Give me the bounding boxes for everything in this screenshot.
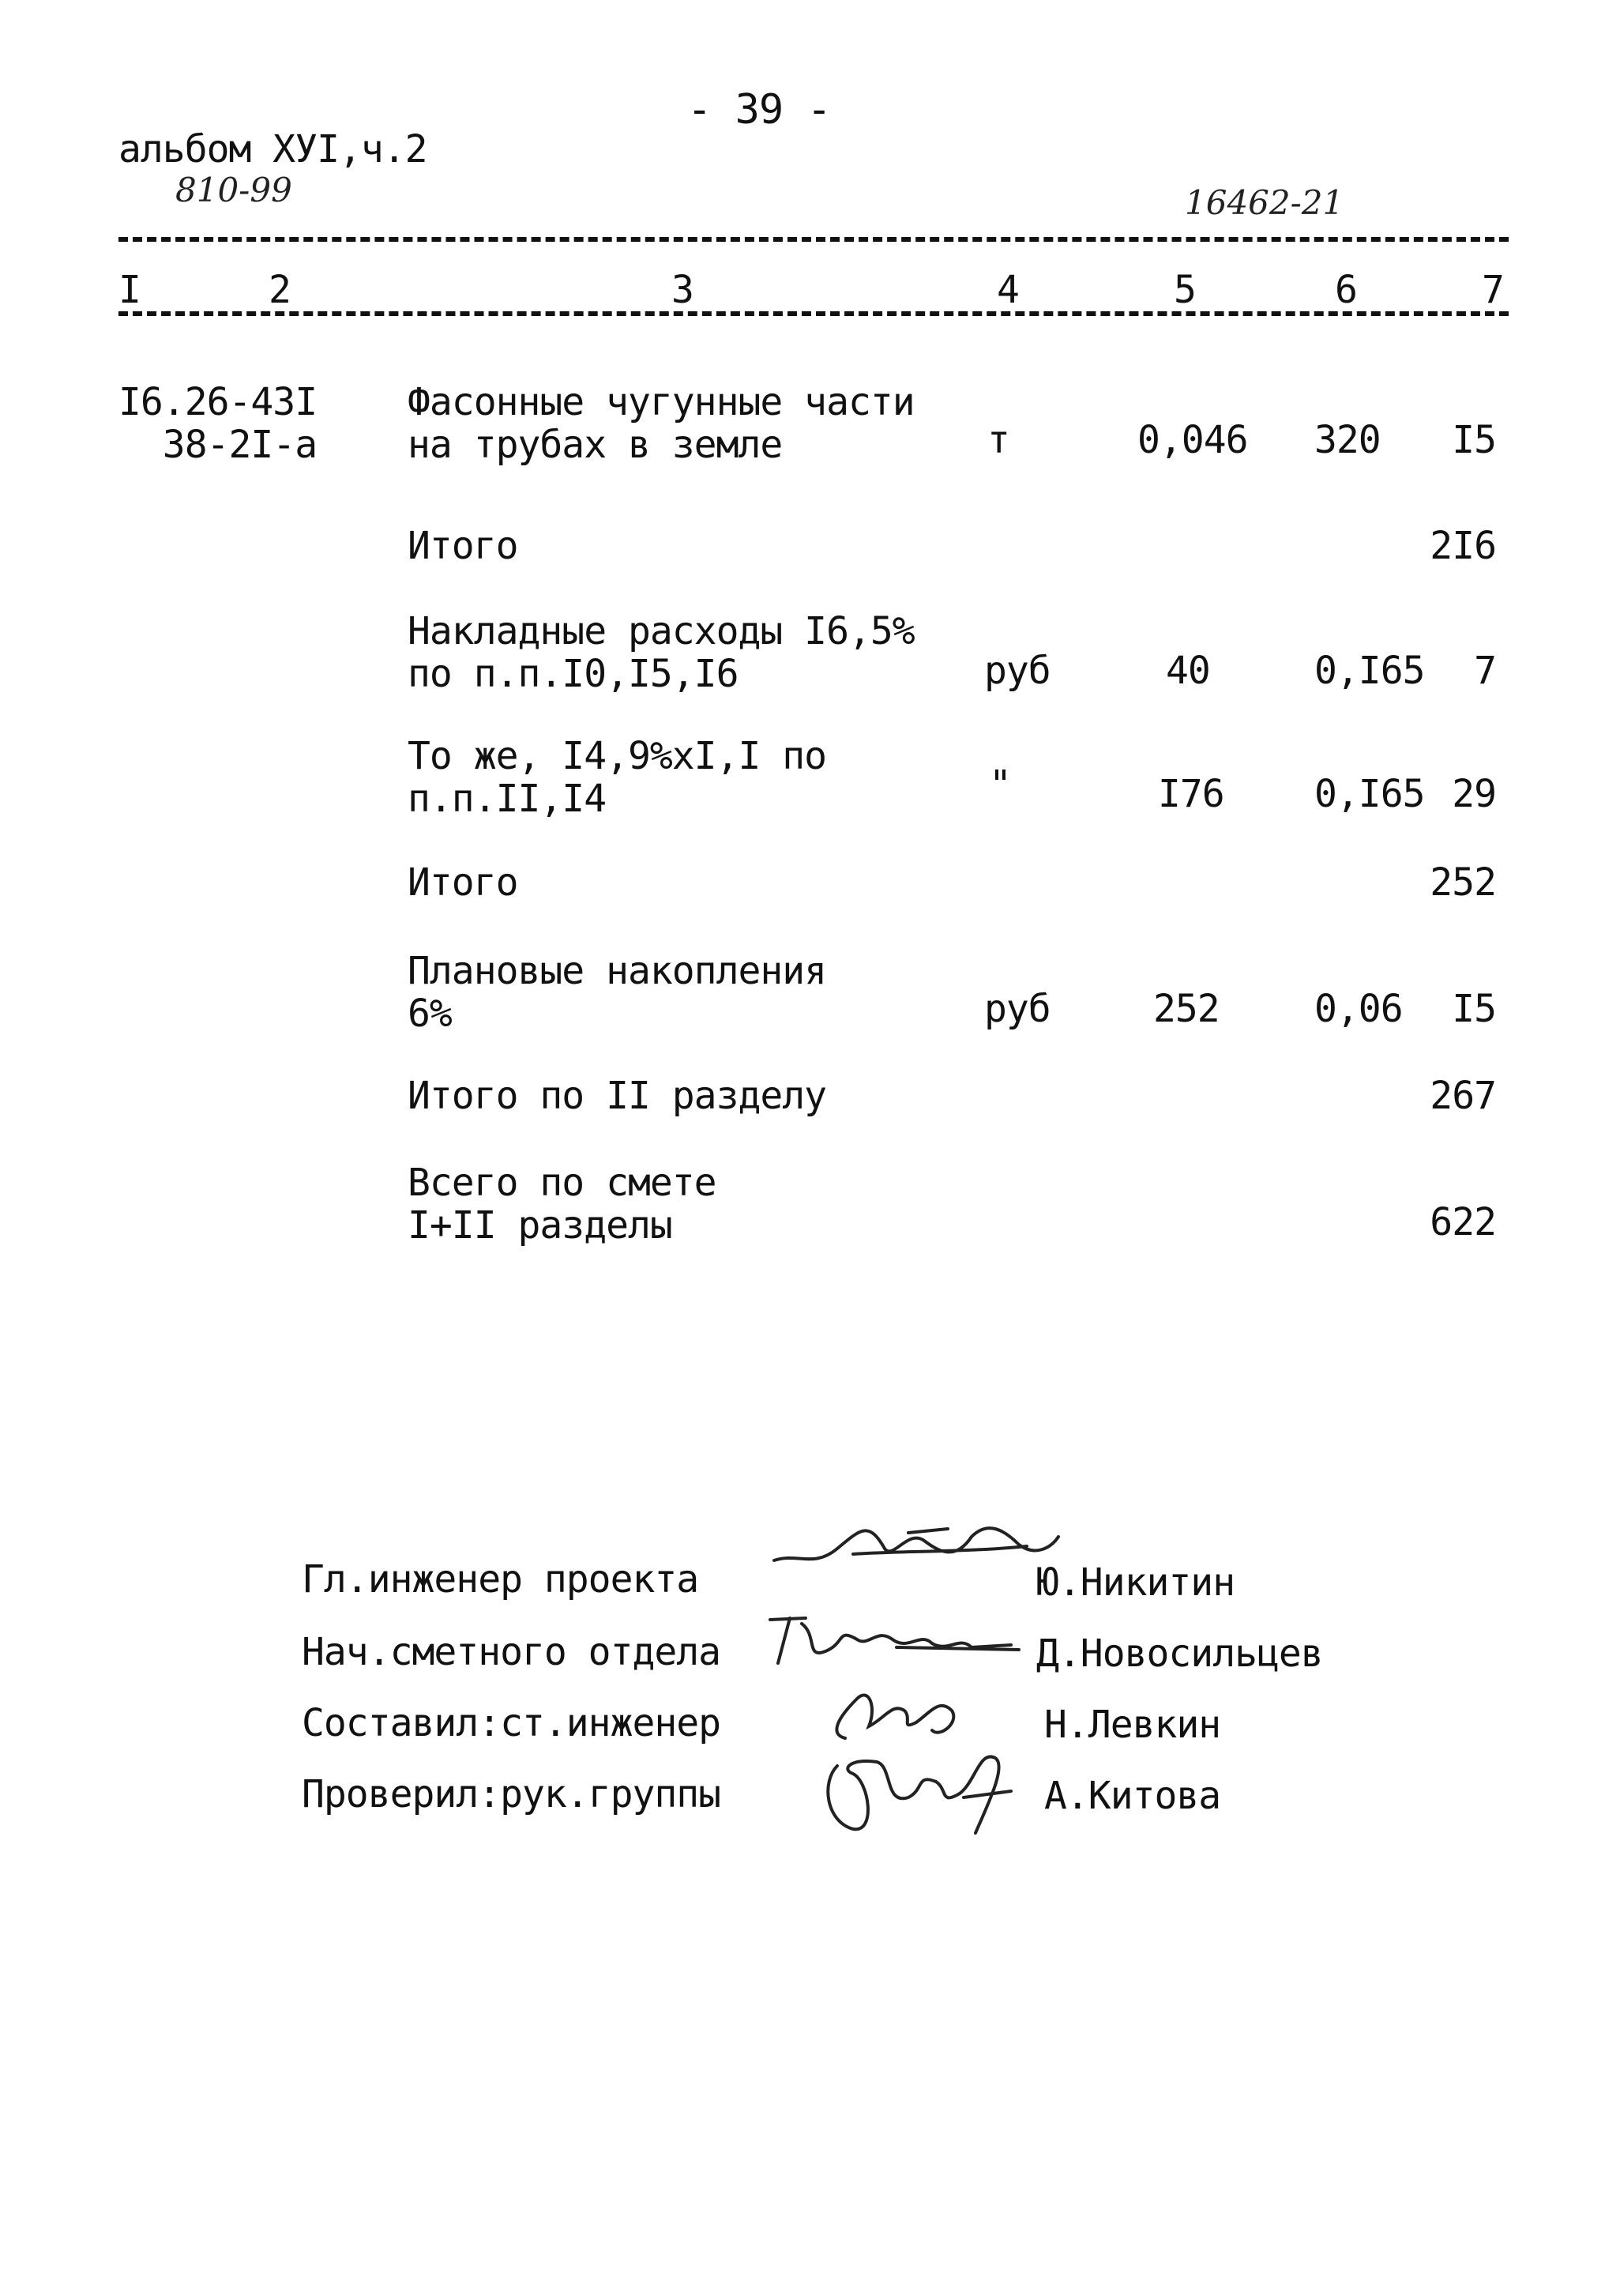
signature-role: Нач.сметного отдела — [302, 1630, 721, 1674]
cell-name: Накладные расходы I6,5% по п.п.I0,I5,I6 — [408, 609, 915, 696]
column-number-1: I — [118, 268, 141, 312]
cell-price: 0,I65 — [1314, 772, 1425, 816]
cell-name: Итого по II разделу — [408, 1074, 827, 1118]
cell-price: 0,I65 — [1314, 649, 1425, 693]
page-number: - 39 - — [687, 86, 831, 134]
cell-name: Фасонные чугунные части на трубах в земле — [408, 380, 915, 467]
signature-scribble-4 — [806, 1734, 1027, 1845]
column-number-5: 5 — [1174, 268, 1197, 312]
cell-unit: " — [989, 762, 1011, 807]
cell-qty: 0,046 — [1137, 418, 1248, 462]
album-label: альбом ХУI,ч.2 — [118, 127, 427, 171]
column-number-6: 6 — [1335, 268, 1358, 312]
signature-scribble-1 — [766, 1505, 1066, 1584]
cell-total: 2I6 — [1430, 524, 1496, 568]
cell-price: 320 — [1314, 418, 1381, 462]
column-number-4: 4 — [997, 268, 1020, 312]
code-handwritten-number: 16462-21 — [1185, 183, 1344, 222]
cell-total: 267 — [1430, 1074, 1496, 1118]
cell-qty: 252 — [1153, 987, 1220, 1031]
cell-price: 0,06 — [1314, 987, 1403, 1031]
cell-total: 252 — [1430, 860, 1496, 905]
cell-total: I5 — [1452, 418, 1496, 462]
album-handwritten-number: 810-99 — [175, 171, 292, 209]
column-number-7: 7 — [1482, 268, 1505, 312]
cell-name: Итого — [408, 524, 518, 568]
header-divider — [118, 237, 1509, 242]
cell-total: 29 — [1452, 772, 1496, 816]
signature-name: А.Китова — [1044, 1774, 1221, 1818]
cell-name: Всего по смете I+II разделы — [408, 1161, 716, 1248]
cell-qty: 40 — [1166, 649, 1210, 693]
cell-total: 7 — [1474, 649, 1496, 693]
signature-role: Составил:ст.инженер — [302, 1701, 721, 1745]
cell-unit: руб — [984, 987, 1051, 1031]
signature-role: Проверил:рук.группы — [302, 1772, 721, 1816]
signature-scribble-2 — [758, 1604, 1027, 1675]
cell-code: I6.26-43I 38-2I-а — [118, 380, 318, 467]
cell-total: 622 — [1430, 1200, 1496, 1244]
cell-name: Плановые накопления 6% — [408, 949, 827, 1036]
column-number-3: 3 — [671, 268, 694, 312]
signature-name: Д.Новосильцев — [1036, 1632, 1323, 1676]
cell-name: То же, I4,9%хI,I по п.п.II,I4 — [408, 734, 827, 821]
signature-name: Н.Левкин — [1044, 1703, 1221, 1747]
column-number-2: 2 — [269, 268, 291, 312]
column-number-underline — [118, 311, 1509, 316]
signature-role: Гл.инженер проекта — [302, 1557, 699, 1602]
cell-unit: руб — [984, 649, 1051, 693]
cell-qty: I76 — [1158, 772, 1224, 816]
cell-name: Итого — [408, 860, 518, 905]
signature-name: Ю.Никитин — [1036, 1560, 1235, 1605]
cell-unit: т — [987, 418, 1009, 462]
cell-total: I5 — [1452, 987, 1496, 1031]
